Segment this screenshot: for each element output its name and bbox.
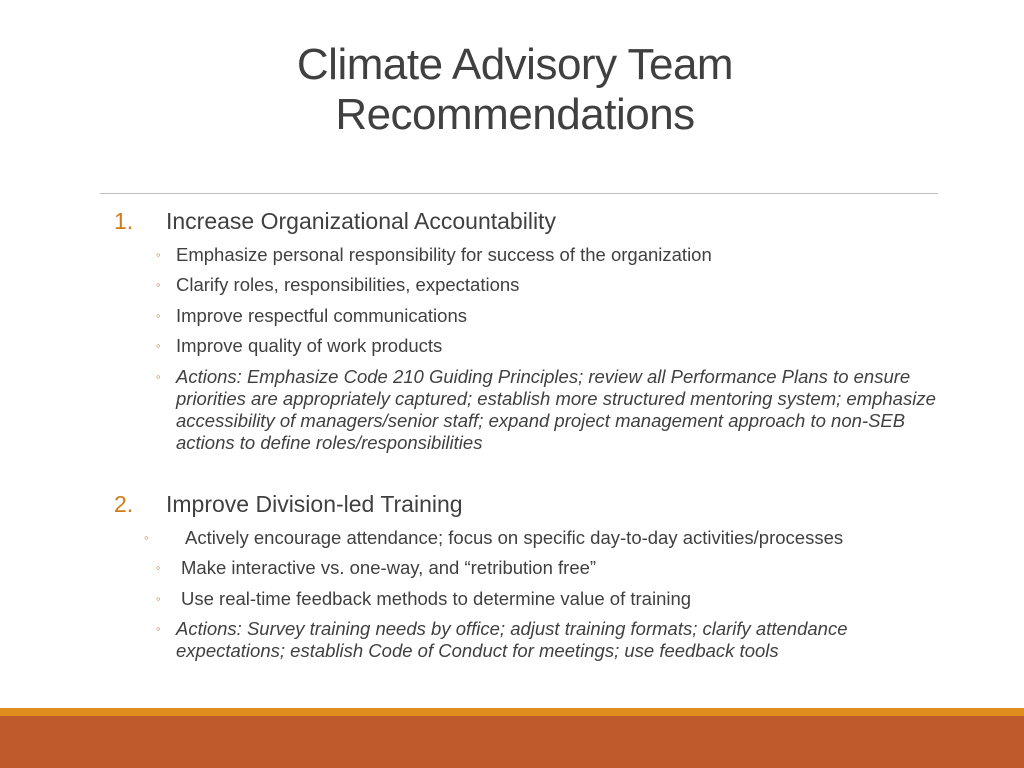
bullet-marker: ◦ bbox=[144, 530, 149, 545]
bullet-marker: ◦ bbox=[156, 591, 161, 606]
actions-text: Actions: Survey training needs by office; adjust training formats; clarify attendance expectations; establish Code of Conduct for meetings; use feedback tools bbox=[176, 618, 848, 661]
bullet-text: Make interactive vs. one-way, and “retribution free” bbox=[181, 557, 597, 578]
section-1-title: Increase Organizational Accountability bbox=[166, 208, 556, 234]
section-1-heading bbox=[114, 207, 556, 235]
bullet-text: Improve respectful communications bbox=[176, 305, 467, 326]
bullet-marker: ◦ bbox=[156, 369, 161, 384]
section-2-title: Improve Division-led Training bbox=[166, 491, 463, 517]
footer-accent-stripe bbox=[0, 708, 1024, 716]
slide-title-line-2: Recommendations bbox=[335, 90, 695, 139]
bullet-text: Clarify roles, responsibilities, expectations bbox=[176, 274, 520, 295]
bullet-text: Emphasize personal responsibility for success of the organization bbox=[176, 244, 712, 265]
bullet-text: Actively encourage attendance; focus on specific day-to-day activities/processes bbox=[185, 527, 844, 548]
bullet-text: Use real-time feedback methods to determine value of training bbox=[181, 588, 692, 609]
section-2-heading bbox=[114, 490, 463, 518]
slide-title-line-1: Climate Advisory Team bbox=[296, 40, 734, 89]
section-1-number: 1. bbox=[114, 208, 134, 234]
bullet-marker: ◦ bbox=[156, 277, 161, 292]
bullet-text: Improve quality of work products bbox=[176, 335, 443, 356]
bullet-marker: ◦ bbox=[156, 338, 161, 353]
section-2-number: 2. bbox=[114, 491, 134, 517]
actions-text: Actions: Emphasize Code 210 Guiding Principles; review all Performance Plans to ensure priorities are appropriately captured; establish more structured mentoring system; emphasize accessibility of managers/senior staff; expand project management approach to non-SEB actions to define roles/responsibilities bbox=[176, 366, 936, 453]
footer-band bbox=[0, 716, 1024, 768]
bullet-marker: ◦ bbox=[156, 560, 161, 575]
bullet-marker: ◦ bbox=[156, 621, 161, 636]
bullet-marker: ◦ bbox=[156, 247, 161, 262]
bullet-marker: ◦ bbox=[156, 308, 161, 323]
